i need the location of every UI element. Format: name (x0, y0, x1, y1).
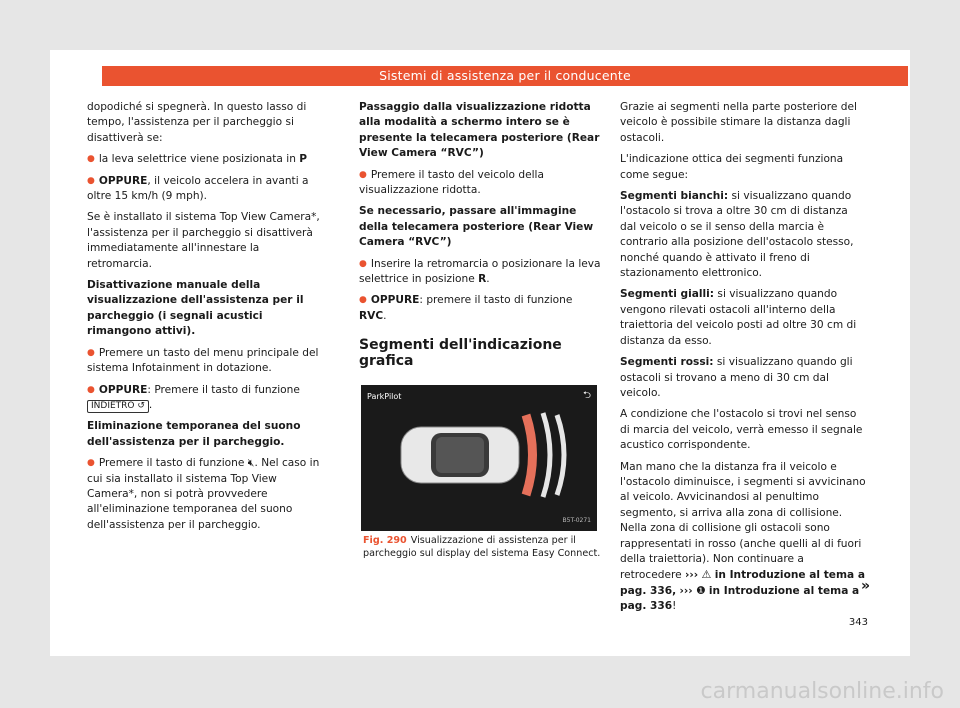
back-arrow-icon: ↺ (137, 400, 145, 411)
reference-arrow-icon: ››› (679, 584, 693, 597)
bullet-icon: ● (87, 175, 95, 186)
reference-arrow-icon: ››› (685, 569, 699, 582)
watermark: carmanualsonline.info (700, 679, 944, 704)
page-header: Sistemi di assistenza per il conducente (102, 66, 908, 86)
bullet-icon: ● (359, 258, 367, 269)
bullet-item: ● Inserire la retromarcia o posizionare la leva selettrice in posizione R. (359, 257, 601, 286)
figure-code: B5T-0271 (562, 516, 591, 524)
subheading: Passaggio dalla visualizzazione ridotta alla modalità a schermo intero se è presente la telecamera posteriore (Rear View Camera “RVC”) (359, 101, 600, 160)
paragraph: Man mano che la distanza fra il veicolo e l'ostacolo diminuisce, i segmenti si avvicinano al veicolo. Avvicinandosi al penultimo segmento, si arriva alla zona di collisione. Nella zona di collisione gli ostacoli sono rappresentati in rosso (anche quelli al di fuori della traiettoria). Non continuare a retrocedere ››› ⚠ in Introduzione al tema a pag. 336, ››› ❶ in Introduzione al tema a pag. 336! (620, 460, 866, 613)
manual-page (50, 50, 910, 656)
bullet-item: ● OPPURE: premere il tasto di funzione RVC. (359, 294, 573, 322)
bullet-item: ● OPPURE: Premere il tasto di funzione INDIETRO ↺ . (87, 383, 300, 411)
column-2 (359, 100, 603, 560)
figure-title: ParkPilot (367, 392, 402, 402)
bullet-item: ● OPPURE, il veicolo accelera in avanti a oltre 15 km/h (9 mph). (87, 174, 309, 203)
subheading: Eliminazione temporanea del suono dell'assistenza per il parcheggio. (87, 420, 301, 448)
paragraph: L'indicazione ottica dei segmenti funziona come segue: (620, 153, 844, 181)
back-arrow-icon: ⮌ (582, 390, 591, 402)
bullet-item: ● Premere il tasto di funzione 🔇︎. Nel caso in cui sia installato il sistema Top View Camera*, non si potrà provvedere all'eliminazione temporanea del suono dell'assistenza per il parcheggio. (87, 457, 320, 531)
paragraph: dopodiché si spegnerà. In questo lasso di tempo, l'assistenza per il parcheggio si disattiverà se: (87, 101, 307, 144)
parkpilot-figure (361, 385, 597, 531)
column-1 (87, 100, 327, 539)
definition-white: Segmenti bianchi: si visualizzano quando l'ostacolo si trova a oltre 30 cm di distanza dal veicolo o se il senso della marcia è contrario alla posizione dell'ostacolo stesso, nonché quando è attivato il freno di stazionamento elettronico. (620, 190, 854, 280)
bullet-icon: ● (87, 458, 95, 469)
back-key: INDIETRO ↺ (87, 400, 149, 413)
paragraph: Se è installato il sistema Top View Camera*, l'assistenza per il parcheggio si disattiverà immediatamente all'innestare la retromarcia. (87, 211, 320, 270)
figure-caption: Fig. 290 Visualizzazione di assistenza per il parcheggio sul display del sistema Easy Connect. (363, 535, 601, 559)
bullet-icon: ● (359, 169, 367, 180)
page-number: 343 (848, 617, 868, 628)
info-icon: ❶ (696, 584, 706, 597)
mute-speaker-icon: 🔇︎ (247, 457, 255, 470)
definition-yellow: Segmenti gialli: si visualizzano quando vengono rilevati ostacoli all'interno della traiettoria del veicolo posti ad oltre 30 cm di distanza da esso. (620, 288, 857, 347)
definition-red: Segmenti rossi: si visualizzano quando gli ostacoli si trovano a meno di 30 cm dal veicolo. (620, 356, 853, 399)
warning-icon: ⚠ (701, 568, 712, 582)
bullet-item: ● Premere il tasto del veicolo della visualizzazione ridotta. (359, 168, 544, 197)
white-segment-icon (557, 415, 564, 495)
subheading: Se necessario, passare all'immagine della telecamera posteriore (Rear View Camera “RVC”) (359, 205, 594, 249)
bullet-icon: ● (87, 347, 95, 358)
subheading: Disattivazione manuale della visualizzazione dell'assistenza per il parcheggio (i segnali acustici rimangono attivi). (87, 279, 304, 338)
section-title: Segmenti dell'indicazione grafica (359, 337, 562, 369)
bullet-item: ● la leva selettrice viene posizionata in P (87, 153, 308, 166)
red-segment-icon (526, 415, 533, 495)
white-segment-icon (543, 413, 550, 497)
column-3 (620, 100, 866, 621)
bullet-item: ● Premere un tasto del menu principale del sistema Infotainment in dotazione. (87, 346, 319, 375)
bullet-icon: ● (87, 154, 95, 165)
bullet-icon: ● (87, 384, 95, 395)
continue-icon: » (860, 578, 870, 594)
car-illustration (361, 385, 597, 531)
paragraph: A condizione che l'ostacolo si trovi nel senso di marcia del veicolo, verrà emesso il segnale acustico corrispondente. (620, 408, 863, 452)
paragraph: Grazie ai segmenti nella parte posteriore del veicolo è possibile stimare la distanza dagli ostacoli. (620, 101, 857, 144)
bullet-icon: ● (359, 295, 367, 306)
